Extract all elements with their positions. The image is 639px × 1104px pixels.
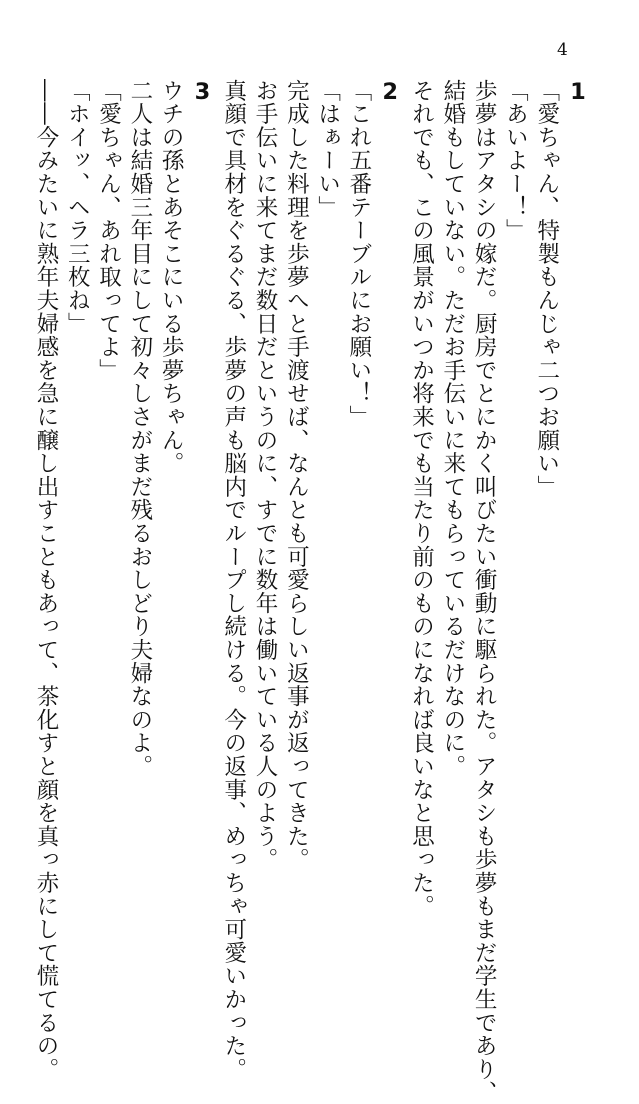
text-line: 結婚もしていない。ただお手伝いに来てもらっているだけなのに。 bbox=[439, 79, 466, 778]
section-heading: 2 bbox=[377, 79, 404, 106]
text-line: 「愛ちゃん、あれ取ってよ」 bbox=[95, 79, 122, 382]
text-line: ――今みたいに熟年夫婦感を急に醸し出すこともあって、茶化すと顔を真っ赤にして慌てるの。 bbox=[32, 79, 59, 1081]
text-line: 「ホイッ、ヘラ三枚ね」 bbox=[64, 79, 91, 336]
text-line: 「はぁーい」 bbox=[314, 79, 341, 219]
text-line: 真顔で具材をぐるぐる、歩夢の声も脳内でループし続ける。今の返事、めっちゃ可愛いかった。 bbox=[220, 79, 247, 1081]
text-line: 「あいよー！」 bbox=[502, 79, 529, 243]
text-line: 「愛ちゃん、特製もんじゃ二つお願い」 bbox=[533, 79, 560, 499]
text-line: 「これ五番テーブルにお願い！」 bbox=[345, 79, 372, 429]
vertical-text-body bbox=[30, 79, 593, 1104]
text-line: お手伝いに来てまだ数日だというのに、すでに数年は働いている人のよう。 bbox=[252, 79, 279, 872]
text-line: 歩夢はアタシの嫁だ。厨房でとにかく叫びたい衝動に駆られた。アタシも歩夢もまだ学生であり、 bbox=[471, 79, 498, 1104]
text-line: 完成した料理を歩夢へと手渡せば、なんとも可愛らしい返事が返ってきた。 bbox=[283, 79, 310, 872]
text-line: それでも、この風景がいつか将来でも当たり前のものになれば良いなと思った。 bbox=[408, 79, 435, 918]
text-line: 二人は結婚三年目にして初々しさがまだ残るおしどり夫婦なのよ。 bbox=[126, 79, 153, 778]
section-heading: 3 bbox=[189, 79, 216, 106]
section-heading: 1 bbox=[565, 79, 591, 106]
text-line: ウチの孫とあそこにいる歩夢ちゃん。 bbox=[158, 79, 185, 476]
page-number: 4 bbox=[557, 40, 568, 60]
